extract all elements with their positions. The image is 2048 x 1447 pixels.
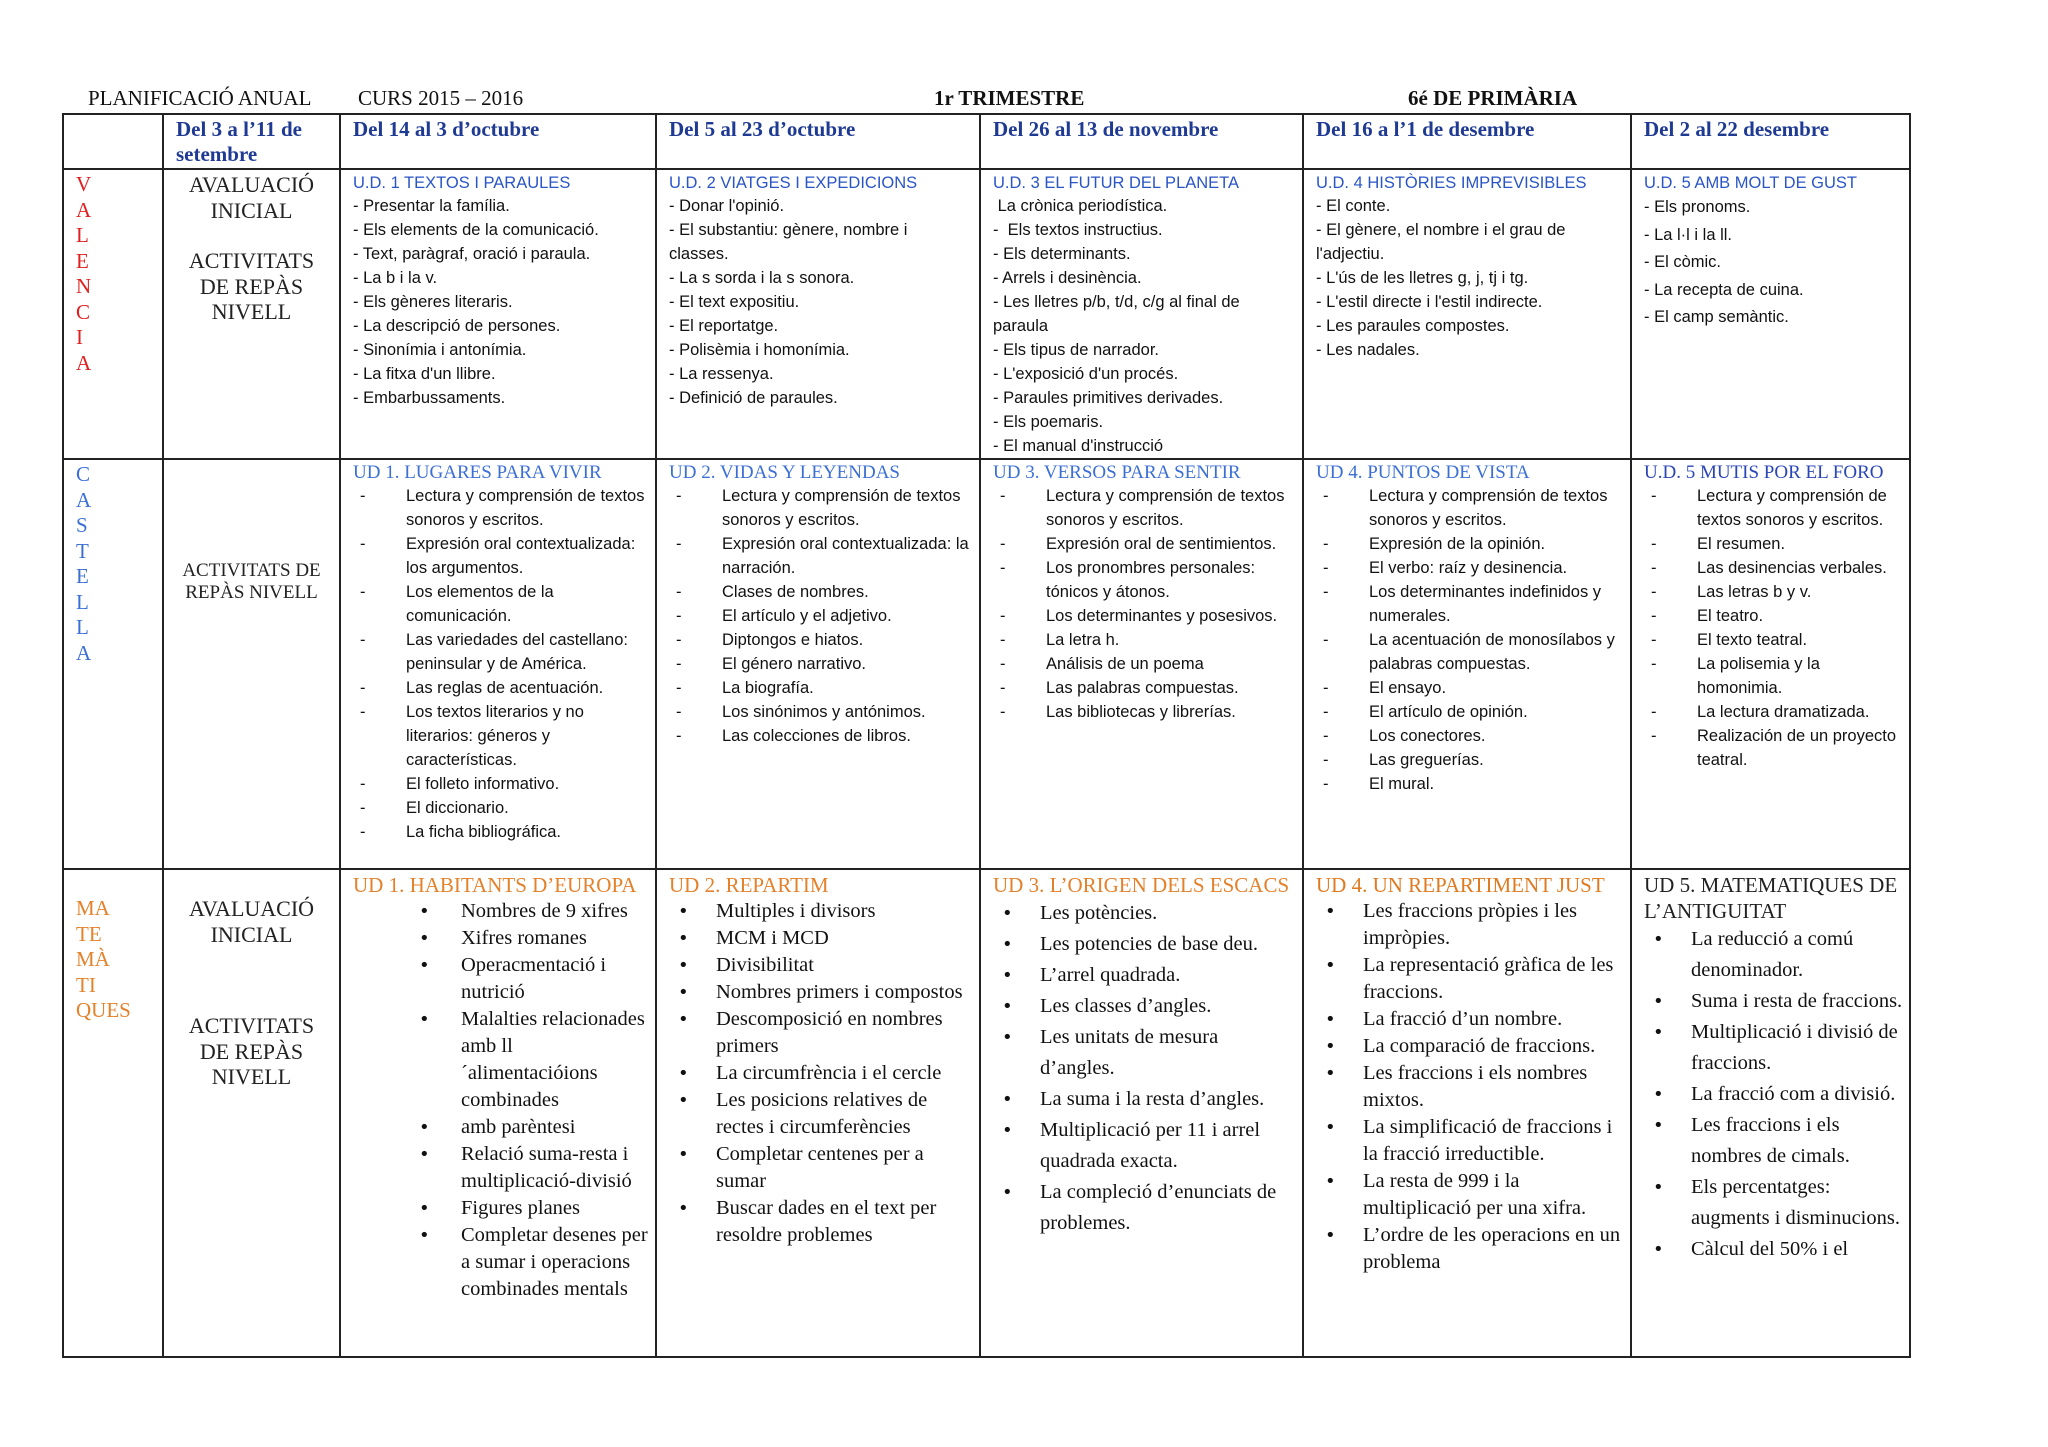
review-activities: ACTIVITATS DE REPÀS NIVELL (188, 1013, 315, 1089)
unit-title: UD 4. UN REPARTIMENT JUST (1316, 873, 1605, 897)
list-item: - La acentuación de monosílabos y palabras compuestas. (1316, 628, 1624, 676)
letter: S (76, 513, 88, 537)
unit-content-list (657, 484, 979, 748)
unit-title: UD 1. LUGARES PARA VIVIR (353, 462, 602, 483)
list-item: - Paraules primitives derivades. (993, 389, 1224, 407)
letter: TE (76, 921, 102, 946)
subject-letters (64, 170, 162, 376)
list-item: - Los determinantes y posesivos. (993, 604, 1296, 628)
list-item: - El substantiu: gènere, nombre i classes. (669, 221, 908, 263)
list-item: - Los conectores. (1316, 724, 1624, 748)
list-item: - Lectura y comprensión de textos sonoros y escritos. (353, 484, 649, 532)
list-item: • L’arrel quadrada. (993, 960, 1296, 991)
list-item: - L'estil directe i l'estil indirecte. (1316, 293, 1543, 311)
list-item: - Lectura y comprensión de textos sonoros y escritos. (993, 484, 1296, 532)
unit-title: UD 1. HABITANTS D’EUROPA (353, 873, 637, 897)
unit-cell (656, 459, 980, 869)
list-item: - El conte. (1316, 197, 1391, 215)
letter: C (76, 299, 91, 324)
letter: I (76, 325, 83, 349)
list-item: • Les unitats de mesura d’angles. (993, 1022, 1296, 1084)
unit-cell (1303, 869, 1631, 1357)
unit-title: U.D. 5 MUTIS POR EL FORO (1644, 462, 1884, 483)
unit-content-list (981, 484, 1302, 724)
unit-title: UD 3. L’ORIGEN DELS ESCACS (993, 873, 1290, 897)
subject-label-valencia (63, 169, 163, 459)
list-item: • Multiples i divisors (669, 898, 973, 925)
list-item: - El gènere, el nombre i el grau de l'adjectiu. (1316, 221, 1566, 263)
letter: TI (76, 972, 96, 997)
grade-label: 6é DE PRIMÀRIA (1408, 86, 1578, 110)
letter: E (76, 564, 89, 588)
list-item: - La ressenya. (669, 365, 774, 383)
review-activities: ACTIVITATS DE REPÀS NIVELL (188, 248, 315, 324)
letter: QUES (76, 998, 131, 1022)
list-item: - La recepta de cuina. (1644, 280, 1804, 299)
list-item: • Operacmentació i nutrició (353, 952, 649, 1006)
list-item: - Las reglas de acentuación. (353, 676, 649, 700)
list-item: • Buscar dades en el text per resoldre problemes (669, 1195, 973, 1249)
unit-cell (340, 169, 656, 459)
unit-content-list (341, 194, 655, 410)
list-item: - Los elementos de la comunicación. (353, 580, 649, 628)
unit-content-list (341, 484, 655, 844)
list-item: - L'exposició d'un procés. (993, 365, 1179, 383)
unit-content-list (1632, 194, 1909, 332)
unit-content-list (981, 898, 1302, 1239)
date-cell (1303, 114, 1631, 169)
valencia-row (63, 169, 1910, 459)
unit-cell (980, 169, 1303, 459)
list-item: • La reducció a comú denominador. (1644, 924, 1903, 986)
unit-cell (1303, 169, 1631, 459)
list-item: • Completar centenes per a sumar (669, 1141, 973, 1195)
list-item: • Càlcul del 50% i el (1644, 1234, 1903, 1265)
list-item: - Embarbussaments. (353, 389, 506, 407)
list-item: • La comparació de fraccions. (1316, 1033, 1624, 1060)
list-item: - El text expositiu. (669, 293, 800, 311)
unit-content-list (657, 194, 979, 410)
letter: L (76, 223, 89, 247)
list-item: • Les posicions relatives de rectes i circumferències (669, 1087, 973, 1141)
list-item: - El folleto informativo. (353, 772, 649, 796)
list-item: • Les fraccions pròpies i les impròpies. (1316, 898, 1624, 952)
list-item: - Els elements de la comunicació. (353, 221, 599, 239)
list-item: - Lectura y comprensión de textos sonoros y escritos. (1644, 484, 1903, 532)
letter: L (76, 615, 89, 639)
unit-content-list (1304, 194, 1630, 362)
list-item: - El mural. (1316, 772, 1624, 796)
subject-label-castella (63, 459, 163, 869)
list-item: • Les fraccions i els nombres mixtos. (1316, 1060, 1624, 1114)
list-item: - Las greguerías. (1316, 748, 1624, 772)
unit-cell (1631, 169, 1910, 459)
list-item: • La simplificació de fraccions i la fracció irreductible. (1316, 1114, 1624, 1168)
unit-title: U.D. 4 HISTÒRIES IMPREVISIBLES (1316, 174, 1587, 192)
unit-title: UD 5. MATEMATIQUES DE L’ANTIGUITAT (1644, 873, 1898, 923)
unit-content-list (1304, 898, 1630, 1276)
unit-title: UD 2. REPARTIM (669, 873, 829, 897)
list-item: - Las letras b y v. (1644, 580, 1903, 604)
subject-label-matematiques (63, 869, 163, 1357)
list-item: - El texto teatral. (1644, 628, 1903, 652)
letter: C (76, 462, 91, 486)
list-item: - La fitxa d'un llibre. (353, 365, 496, 383)
list-item: - Expresión oral contextualizada: los argumentos. (353, 532, 649, 580)
list-item: - El manual d'instrucció (993, 437, 1164, 455)
intro-cell (163, 459, 340, 869)
initial-evaluation: AVALUACIÓ INICIAL (188, 172, 315, 223)
list-item: - Arrels i desinència. (993, 269, 1142, 287)
list-item: • Les potencies de base deu. (993, 929, 1296, 960)
list-item: La crònica periodística. (993, 197, 1168, 215)
letter: N (76, 274, 92, 298)
list-item: - Clases de nombres. (669, 580, 973, 604)
list-item: - Els determinants. (993, 245, 1131, 263)
unit-cell (340, 869, 656, 1357)
planning-table (62, 113, 1911, 1358)
letter: T (76, 538, 89, 563)
subject-letters (64, 460, 162, 666)
list-item: • La representació gràfica de les fraccions. (1316, 952, 1624, 1006)
date-period-4: Del 26 al 13 de novembre (993, 117, 1219, 141)
list-item: - Realización de un proyecto teatral. (1644, 724, 1903, 772)
letter: A (76, 487, 92, 512)
list-item: • Les classes d’angles. (993, 991, 1296, 1022)
list-item: - El camp semàntic. (1644, 308, 1789, 326)
unit-title: U.D. 2 VIATGES I EXPEDICIONS (669, 174, 918, 192)
review-activities: ACTIVITATS DE REPÀS NIVELL (182, 560, 321, 603)
list-item: • Les fraccions i els nombres de cimals. (1644, 1110, 1903, 1172)
letter: MA (76, 896, 110, 920)
list-item: - La b i la v. (353, 269, 438, 287)
list-item: • Nombres primers i compostos (669, 979, 973, 1006)
list-item: - La polisemia y la homonimia. (1644, 652, 1903, 700)
list-item: - La s sorda i la s sonora. (669, 269, 855, 287)
letter: A (76, 197, 92, 222)
list-item: - El artículo de opinión. (1316, 700, 1624, 724)
date-period-6: Del 2 al 22 desembre (1644, 117, 1830, 141)
unit-cell (1631, 459, 1910, 869)
unit-title: UD 2. VIDAS Y LEYENDAS (669, 462, 900, 483)
list-item: • Malalties relacionades amb ll ´alimentacióions combinades (353, 1006, 649, 1114)
list-item: - Les lletres p/b, t/d, c/g al final de paraula (993, 293, 1240, 335)
unit-title: U.D. 3 EL FUTUR DEL PLANETA (993, 174, 1240, 192)
list-item: - La biografía. (669, 676, 973, 700)
letter: E (76, 248, 89, 273)
list-item: - Donar l'opinió. (669, 197, 785, 215)
date-cell (1631, 114, 1910, 169)
letter: MÀ (76, 947, 110, 971)
list-item: - Els pronoms. (1644, 198, 1751, 216)
unit-cell (1303, 459, 1631, 869)
intro-cell (163, 169, 340, 459)
list-item: - Lectura y comprensión de textos sonoros y escritos. (669, 484, 973, 532)
list-item: • MCM i MCD (669, 925, 973, 952)
list-item: - Els gèneres literaris. (353, 293, 513, 311)
list-item: - Los pronombres personales: tónicos y átonos. (993, 556, 1296, 604)
unit-cell (1631, 869, 1910, 1357)
date-period-3: Del 5 al 23 d’octubre (669, 117, 856, 141)
list-item: - Las variedades del castellano: peninsular y de América. (353, 628, 649, 676)
subject-letters (64, 870, 162, 1024)
list-item: • L’ordre de les operacions en un problema (1316, 1222, 1624, 1276)
list-item: - Las desinencias verbales. (1644, 556, 1903, 580)
list-item: • La circumfrència i el cercle (669, 1060, 973, 1087)
list-item: - Les nadales. (1316, 341, 1420, 359)
term-label: 1r TRIMESTRE (934, 86, 1085, 110)
list-item: - El teatro. (1644, 604, 1903, 628)
unit-title: U.D. 5 AMB MOLT DE GUST (1644, 174, 1858, 192)
list-item: • La fracció d’un nombre. (1316, 1006, 1624, 1033)
unit-cell (656, 169, 980, 459)
unit-content-list (981, 194, 1302, 458)
list-item: • Suma i resta de fraccions. (1644, 986, 1903, 1017)
unit-content-list (657, 898, 979, 1249)
date-cell (340, 114, 656, 169)
unit-cell (980, 869, 1303, 1357)
letter: L (76, 589, 89, 614)
list-item: • Els percentatges: augments i disminucions. (1644, 1172, 1903, 1234)
list-item: - Presentar la família. (353, 197, 510, 215)
list-item: - La letra h. (993, 628, 1296, 652)
unit-title: UD 3. VERSOS PARA SENTIR (993, 462, 1241, 483)
list-item: - El género narrativo. (669, 652, 973, 676)
list-item: - Les paraules compostes. (1316, 317, 1510, 335)
unit-content-list (1632, 924, 1909, 1265)
list-item: - La lectura dramatizada. (1644, 700, 1903, 724)
list-item: - El diccionario. (353, 796, 649, 820)
list-item: • Divisibilitat (669, 952, 973, 979)
unit-content-list (341, 898, 655, 1303)
letter: V (76, 172, 92, 196)
list-item: - L'ús de les lletres g, j, tj i tg. (1316, 269, 1529, 287)
date-period-5: Del 16 a l’1 de desembre (1316, 117, 1535, 141)
list-item: - Els poemaris. (993, 413, 1104, 431)
date-cell (656, 114, 980, 169)
list-item: • La suma i la resta d’angles. (993, 1084, 1296, 1115)
plan-title: PLANIFICACIÓ ANUAL (88, 86, 312, 110)
unit-title: UD 4. PUNTOS DE VISTA (1316, 462, 1530, 483)
list-item: - El còmic. (1644, 253, 1722, 271)
list-item: - Els tipus de narrador. (993, 341, 1159, 359)
list-item: - El artículo y el adjetivo. (669, 604, 973, 628)
unit-cell (980, 459, 1303, 869)
list-item: - Text, paràgraf, oració i paraula. (353, 245, 591, 263)
matematiques-row (63, 869, 1910, 1357)
list-item: - Los textos literarios y no literarios: géneros y características. (353, 700, 649, 772)
list-item: - Expresión oral contextualizada: la narración. (669, 532, 973, 580)
list-item: • Xifres romanes (353, 925, 649, 952)
list-item: - Las palabras compuestas. (993, 676, 1296, 700)
list-item: - Diptongos e hiatos. (669, 628, 973, 652)
list-item: - El reportatge. (669, 317, 779, 335)
list-item: - El ensayo. (1316, 676, 1624, 700)
list-item: • La fracció com a divisió. (1644, 1079, 1903, 1110)
corner-cell (63, 114, 163, 169)
unit-cell (340, 459, 656, 869)
list-item: - Sinonímia i antonímia. (353, 341, 527, 359)
list-item: - Las bibliotecas y librerías. (993, 700, 1296, 724)
date-period-1: Del 3 a l’11 de setembre (176, 117, 302, 166)
list-item: - La ficha bibliográfica. (353, 820, 649, 844)
list-item: • Completar desenes per a sumar i operacions combinades mentals (353, 1222, 649, 1303)
list-item: • Descomposició en nombres primers (669, 1006, 973, 1060)
unit-title: U.D. 1 TEXTOS I PARAULES (353, 174, 571, 192)
list-item: • Figures planes (353, 1195, 649, 1222)
list-item: • amb parèntesi (353, 1114, 649, 1141)
initial-evaluation: AVALUACIÓ INICIAL (188, 896, 315, 947)
intro-cell (163, 869, 340, 1357)
list-item: - La descripció de persones. (353, 317, 561, 335)
list-item: • Relació suma-resta i multiplicació-divisió (353, 1141, 649, 1195)
list-item: - Expresión oral de sentimientos. (993, 532, 1296, 556)
list-item: • Multiplicació i divisió de fraccions. (1644, 1017, 1903, 1079)
dates-row (63, 114, 1910, 169)
date-cell (980, 114, 1303, 169)
list-item: - Análisis de un poema (993, 652, 1296, 676)
list-item: • Les potències. (993, 898, 1296, 929)
unit-content-list (1632, 484, 1909, 772)
list-item: • Multiplicació per 11 i arrel quadrada exacta. (993, 1115, 1296, 1177)
list-item: • La resta de 999 i la multiplicació per una xifra. (1316, 1168, 1624, 1222)
date-period-2: Del 14 al 3 d’octubre (353, 117, 540, 141)
list-item: - El resumen. (1644, 532, 1903, 556)
letter: A (76, 640, 92, 665)
list-item: • La compleció d’enunciats de problemes. (993, 1177, 1296, 1239)
list-item: - El verbo: raíz y desinencia. (1316, 556, 1624, 580)
letter: A (76, 350, 92, 375)
list-item: - Lectura y comprensión de textos sonoros y escritos. (1316, 484, 1624, 532)
unit-cell (656, 869, 980, 1357)
list-item: - Las colecciones de libros. (669, 724, 973, 748)
date-cell (163, 114, 340, 169)
list-item: - Los sinónimos y antónimos. (669, 700, 973, 724)
list-item: - Polisèmia i homonímia. (669, 341, 850, 359)
course-label: CURS 2015 – 2016 (358, 86, 524, 110)
list-item: - La l·l i la ll. (1644, 225, 1733, 244)
list-item: - Los determinantes indefinidos y numerales. (1316, 580, 1624, 628)
list-item: • Nombres de 9 xifres (353, 898, 649, 925)
castella-row (63, 459, 1910, 869)
list-item: - Definició de paraules. (669, 389, 838, 407)
list-item: - Els textos instructius. (993, 221, 1163, 239)
unit-content-list (1304, 484, 1630, 796)
list-item: - Expresión de la opinión. (1316, 532, 1624, 556)
